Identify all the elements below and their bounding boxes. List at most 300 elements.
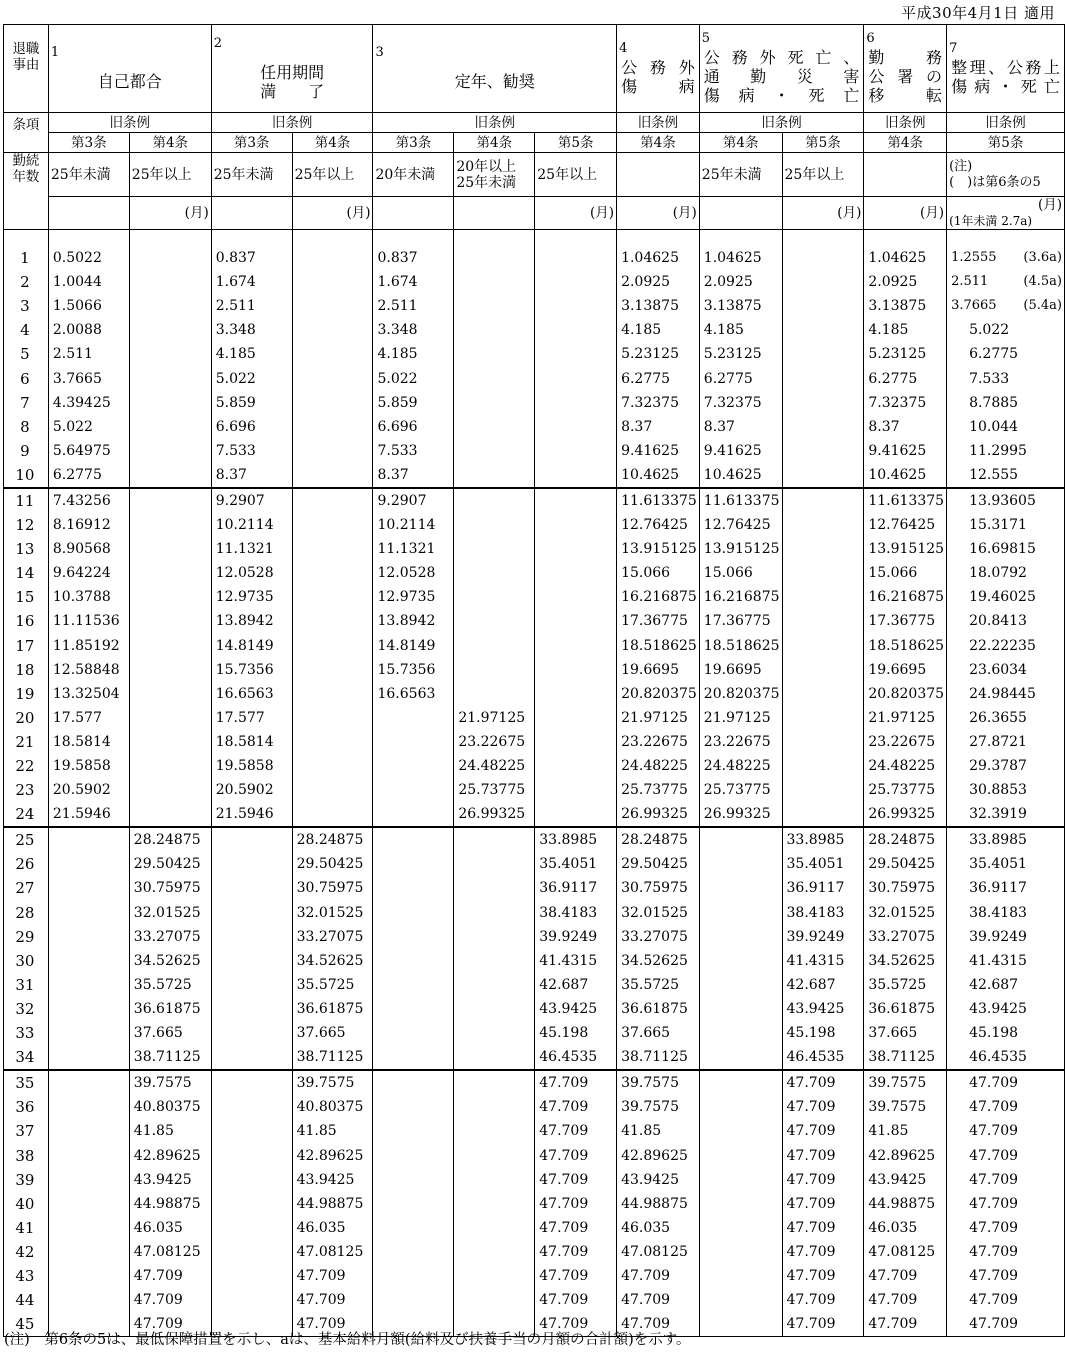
col-3-header: 3 定年、勧奨	[373, 25, 617, 113]
value-cell: 46.4535	[782, 1045, 864, 1070]
col-2-header: 2 任用期間 満 了	[211, 25, 373, 113]
value-cell: 8.7885	[947, 391, 1065, 415]
value-cell: 32.01525	[292, 901, 373, 925]
year-cell: 31	[4, 973, 49, 997]
value-cell: 4.185	[211, 342, 292, 366]
value-cell: 20.5902	[211, 778, 292, 802]
value-cell	[48, 1095, 129, 1119]
value-cell	[454, 658, 535, 682]
value-cell: 34.52625	[864, 949, 947, 973]
value-cell	[535, 342, 617, 366]
year-cell: 19	[4, 682, 49, 706]
value-cell	[48, 1240, 129, 1264]
value-cell	[535, 778, 617, 802]
value-cell	[373, 754, 454, 778]
value-cell: 30.75975	[129, 876, 211, 900]
value-cell: 20.5902	[48, 778, 129, 802]
value-cell: 12.76425	[617, 513, 700, 537]
year-cell: 1	[4, 230, 49, 271]
value-cell	[699, 997, 782, 1021]
value-cell: 11.85192	[48, 634, 129, 658]
table-row	[4, 754, 1065, 778]
value-cell: 11.613375	[699, 488, 782, 513]
value-cell: 3.348	[211, 318, 292, 342]
value-cell: 47.709	[292, 1312, 373, 1337]
value-cell	[454, 973, 535, 997]
value-cell	[535, 439, 617, 463]
value-cell	[211, 1264, 292, 1288]
value-cell	[454, 415, 535, 439]
value-cell	[373, 876, 454, 900]
value-cell: 36.61875	[864, 997, 947, 1021]
value-cell	[699, 901, 782, 925]
value-cell: 43.9425	[782, 997, 864, 1021]
value-cell	[292, 658, 373, 682]
value-cell: 8.37	[373, 463, 454, 488]
value-cell	[373, 1240, 454, 1264]
value-cell	[292, 488, 373, 513]
value-cell: 47.709	[947, 1095, 1065, 1119]
value-cell	[454, 513, 535, 537]
service-range-8	[617, 153, 700, 197]
value-cell: 1.674	[211, 270, 292, 294]
table-row	[4, 1070, 1065, 1095]
table-row	[4, 415, 1065, 439]
value-cell: 4.185	[699, 318, 782, 342]
value-cell: 47.709	[864, 1264, 947, 1288]
value-cell	[535, 366, 617, 390]
value-cell	[373, 973, 454, 997]
value-cell: 43.9425	[535, 997, 617, 1021]
value-cell: 19.6695	[864, 658, 947, 682]
minimum-guarantee: (4.5a)	[1023, 274, 1062, 290]
value-cell	[699, 852, 782, 876]
table-row	[4, 1264, 1065, 1288]
year-cell: 27	[4, 876, 49, 900]
table-row	[4, 1143, 1065, 1167]
value-cell: 26.99325	[864, 802, 947, 827]
year-cell: 24	[4, 802, 49, 827]
value-cell: 5.022	[211, 366, 292, 390]
value-cell	[535, 391, 617, 415]
value-cell	[454, 876, 535, 900]
value-cell	[699, 1288, 782, 1312]
value-cell: 25.73775	[699, 778, 782, 802]
value-cell	[292, 778, 373, 802]
value-cell	[699, 973, 782, 997]
value-cell: 38.4183	[535, 901, 617, 925]
old-ordinance-3: 旧条例	[373, 113, 617, 133]
value-cell	[48, 1192, 129, 1216]
value-cell: 43.9425	[947, 997, 1065, 1021]
value-cell	[454, 294, 535, 318]
value-cell: 7.533	[211, 439, 292, 463]
value-cell: 47.709	[782, 1240, 864, 1264]
value-cell	[292, 391, 373, 415]
value-cell: 10.3788	[48, 585, 129, 609]
year-cell: 17	[4, 634, 49, 658]
value-cell	[782, 585, 864, 609]
value-cell	[454, 1021, 535, 1045]
retirement-allowance-table	[3, 24, 1065, 1337]
value-cell: 45.198	[782, 1021, 864, 1045]
value-cell: 24.48225	[864, 754, 947, 778]
value-cell	[454, 391, 535, 415]
table-row	[4, 1119, 1065, 1143]
year-cell: 29	[4, 925, 49, 949]
value-cell	[454, 1070, 535, 1095]
table-row	[4, 925, 1065, 949]
table-row	[4, 463, 1065, 488]
value-cell	[129, 802, 211, 827]
value-cell: 39.7575	[617, 1095, 700, 1119]
value-cell	[699, 1312, 782, 1337]
value-cell	[782, 318, 864, 342]
value-cell	[454, 997, 535, 1021]
value-cell	[454, 318, 535, 342]
service-range-row	[4, 153, 1065, 197]
value-cell	[292, 439, 373, 463]
unit-cell-9	[699, 197, 782, 230]
value-cell: 39.7575	[864, 1070, 947, 1095]
value-cell: 6.2775	[947, 342, 1065, 366]
value-cell	[699, 827, 782, 852]
year-cell: 3	[4, 294, 49, 318]
value-cell	[782, 270, 864, 294]
value-cell: 2.511	[48, 342, 129, 366]
value-cell: 41.4315	[535, 949, 617, 973]
value-cell: 47.709	[782, 1095, 864, 1119]
value-cell	[535, 513, 617, 537]
value-cell	[535, 294, 617, 318]
value-cell	[292, 513, 373, 537]
value-cell	[129, 682, 211, 706]
unit-cell-10	[782, 197, 864, 230]
value-cell	[211, 1168, 292, 1192]
service-range-line: 25年未満	[456, 174, 517, 191]
year-cell: 6	[4, 366, 49, 390]
value-cell	[373, 1168, 454, 1192]
value-cell	[129, 439, 211, 463]
article-6: 第4条	[454, 133, 535, 153]
value-cell	[535, 706, 617, 730]
value-cell: 15.7356	[211, 658, 292, 682]
value-cell: 9.64224	[48, 561, 129, 585]
value-cell: 26.99325	[699, 802, 782, 827]
unit-label: (月)	[346, 205, 371, 221]
value-cell	[535, 730, 617, 754]
value-cell: 33.8985	[782, 827, 864, 852]
value-cell: 5.022	[48, 415, 129, 439]
value-cell	[535, 585, 617, 609]
value-cell: 3.13875	[864, 294, 947, 318]
value-cell	[129, 318, 211, 342]
value-cell	[782, 391, 864, 415]
value-cell	[373, 1021, 454, 1045]
value-cell: 27.8721	[947, 730, 1065, 754]
service-range-10: 25年以上	[782, 153, 864, 197]
year-cell: 5	[4, 342, 49, 366]
year-cell: 13	[4, 537, 49, 561]
value-cell: 30.75975	[617, 876, 700, 900]
year-cell: 44	[4, 1288, 49, 1312]
value-cell: 5.022	[947, 318, 1065, 342]
table-row	[4, 682, 1065, 706]
value-cell: 17.36775	[617, 609, 700, 633]
value-cell	[454, 852, 535, 876]
value-cell: 29.50425	[129, 852, 211, 876]
year-cell: 32	[4, 997, 49, 1021]
value-cell	[373, 1216, 454, 1240]
value-cell: 4.39425	[48, 391, 129, 415]
value-cell: 3.13875	[617, 294, 700, 318]
value-cell: 24.48225	[617, 754, 700, 778]
service-range-7: 25年以上	[535, 153, 617, 197]
value-cell	[373, 997, 454, 1021]
year-cell: 41	[4, 1216, 49, 1240]
value-cell	[782, 230, 864, 271]
value-cell: 10.4625	[617, 463, 700, 488]
table-row	[4, 852, 1065, 876]
table-row	[4, 997, 1065, 1021]
value-cell	[48, 1143, 129, 1167]
value-cell: 33.27075	[617, 925, 700, 949]
value-cell: 38.4183	[947, 901, 1065, 925]
value-cell	[211, 1021, 292, 1045]
value-cell	[292, 537, 373, 561]
value-cell	[699, 925, 782, 949]
value-cell	[129, 270, 211, 294]
value-cell	[129, 342, 211, 366]
value-cell	[535, 754, 617, 778]
value-cell: 8.37	[211, 463, 292, 488]
value-cell: 44.98875	[129, 1192, 211, 1216]
table-row	[4, 658, 1065, 682]
value-cell: 36.9117	[535, 876, 617, 900]
value-cell: 8.90568	[48, 537, 129, 561]
year-cell: 9	[4, 439, 49, 463]
value-cell	[48, 949, 129, 973]
table-row	[4, 1168, 1065, 1192]
value-cell	[454, 270, 535, 294]
value-cell: 35.4051	[782, 852, 864, 876]
value-cell	[211, 1045, 292, 1070]
value-cell: 47.709	[617, 1264, 700, 1288]
value-cell: 4.185	[864, 318, 947, 342]
value-cell: 47.709	[535, 1168, 617, 1192]
value-cell	[782, 415, 864, 439]
value-cell	[48, 925, 129, 949]
value-cell	[782, 561, 864, 585]
value-cell: 47.709	[129, 1288, 211, 1312]
value-cell	[48, 1264, 129, 1288]
value-cell	[48, 876, 129, 900]
table-row	[4, 1288, 1065, 1312]
value-cell	[211, 1070, 292, 1095]
article-3: 第3条	[211, 133, 292, 153]
value-cell: 39.9249	[947, 925, 1065, 949]
value-cell: 47.709	[864, 1312, 947, 1337]
value-cell	[699, 1264, 782, 1288]
unit-cell-5	[373, 197, 454, 230]
value-cell: 43.9425	[617, 1168, 700, 1192]
value-cell: 15.066	[617, 561, 700, 585]
value-cell: 32.01525	[617, 901, 700, 925]
value-cell: 3.7665	[48, 366, 129, 390]
value-cell: 25.73775	[617, 778, 700, 802]
value-cell	[129, 391, 211, 415]
value-cell	[454, 230, 535, 271]
value-cell: 6.696	[373, 415, 454, 439]
value-cell: 20.820375	[617, 682, 700, 706]
table-row	[4, 488, 1065, 513]
value-cell: 8.37	[864, 415, 947, 439]
value-cell: 47.709	[947, 1143, 1065, 1167]
table-row	[4, 1192, 1065, 1216]
value-cell	[699, 1240, 782, 1264]
value-cell: 18.518625	[617, 634, 700, 658]
value-cell	[454, 366, 535, 390]
table-row	[4, 706, 1065, 730]
value-cell	[373, 1264, 454, 1288]
value-cell: 16.216875	[699, 585, 782, 609]
value-cell	[373, 802, 454, 827]
value-cell: 5.23125	[699, 342, 782, 366]
value-cell	[454, 1143, 535, 1167]
value-cell: 14.8149	[211, 634, 292, 658]
value-cell: 20.820375	[864, 682, 947, 706]
value-cell: 12.76425	[864, 513, 947, 537]
year-cell: 34	[4, 1045, 49, 1070]
value-cell	[373, 949, 454, 973]
value-cell	[129, 294, 211, 318]
value-cell	[454, 585, 535, 609]
year-cell: 8	[4, 415, 49, 439]
col-6-header: 6 勤務 公署の 移転	[864, 25, 947, 113]
value-cell	[699, 1216, 782, 1240]
value-cell: 47.709	[535, 1216, 617, 1240]
value-cell: 47.709	[292, 1288, 373, 1312]
value-cell: 47.709	[947, 1240, 1065, 1264]
value-cell	[211, 1240, 292, 1264]
value-cell: 44.98875	[292, 1192, 373, 1216]
year-cell: 30	[4, 949, 49, 973]
value-cell: 1.0044	[48, 270, 129, 294]
value-cell	[782, 634, 864, 658]
value-cell	[129, 537, 211, 561]
value-cell: 47.709	[782, 1070, 864, 1095]
table-row	[4, 342, 1065, 366]
value-cell: 23.22675	[617, 730, 700, 754]
value-cell: 47.709	[947, 1288, 1065, 1312]
year-cell: 4	[4, 318, 49, 342]
value-cell	[129, 366, 211, 390]
value-cell: 7.32375	[864, 391, 947, 415]
value-cell	[699, 1168, 782, 1192]
value-cell: 47.709	[535, 1070, 617, 1095]
year-cell: 20	[4, 706, 49, 730]
article-10: 第5条	[782, 133, 864, 153]
value-cell: 38.71125	[292, 1045, 373, 1070]
value-cell	[782, 342, 864, 366]
minimum-guarantee: (3.6a)	[1023, 250, 1062, 266]
value-cell	[454, 925, 535, 949]
article-5: 第3条	[373, 133, 454, 153]
value-cell: 21.97125	[454, 706, 535, 730]
table-row	[4, 1021, 1065, 1045]
table-row	[4, 1095, 1065, 1119]
value-cell	[292, 634, 373, 658]
article-label: 条項	[4, 113, 49, 153]
value-cell: 42.89625	[617, 1143, 700, 1167]
unit-label: (月)	[837, 205, 862, 221]
col7-note: (1年未満 2.7a)	[949, 214, 1033, 228]
value-cell: 14.8149	[373, 634, 454, 658]
value-cell: 47.08125	[864, 1240, 947, 1264]
value-cell: 29.50425	[292, 852, 373, 876]
value-cell	[454, 439, 535, 463]
value-cell: 0.5022	[48, 230, 129, 271]
value-cell: 12.9735	[211, 585, 292, 609]
year-cell: 2	[4, 270, 49, 294]
table-row	[4, 827, 1065, 852]
year-cell: 7	[4, 391, 49, 415]
value-cell: 5.022	[373, 366, 454, 390]
value-cell: 46.035	[864, 1216, 947, 1240]
value-cell	[129, 488, 211, 513]
value-cell: 47.709	[129, 1264, 211, 1288]
value-cell: 30.75975	[864, 876, 947, 900]
value-cell: 12.9735	[373, 585, 454, 609]
value-text: 1.2555	[951, 250, 997, 266]
service-range-4: 25年以上	[292, 153, 373, 197]
value-cell	[129, 658, 211, 682]
value-cell: 11.613375	[617, 488, 700, 513]
unit-cell-4	[292, 197, 373, 230]
article-12: 第5条	[947, 133, 1065, 153]
value-cell: 47.709	[535, 1240, 617, 1264]
year-cell: 11	[4, 488, 49, 513]
value-cell	[211, 949, 292, 973]
value-cell: 36.61875	[292, 997, 373, 1021]
minimum-guarantee: (5.4a)	[1023, 298, 1062, 314]
table-row	[4, 391, 1065, 415]
value-cell: 46.4535	[535, 1045, 617, 1070]
value-cell: 5.64975	[48, 439, 129, 463]
value-cell: 4.185	[617, 318, 700, 342]
value-cell: 28.24875	[129, 827, 211, 852]
value-cell: 15.7356	[373, 658, 454, 682]
value-cell: 16.216875	[617, 585, 700, 609]
value-cell: 15.066	[699, 561, 782, 585]
year-cell: 12	[4, 513, 49, 537]
value-cell: 42.89625	[292, 1143, 373, 1167]
value-cell: 10.2114	[211, 513, 292, 537]
value-cell: 1.04625	[864, 230, 947, 271]
value-cell: 35.5725	[864, 973, 947, 997]
value-cell	[373, 1143, 454, 1167]
unit-cell-3	[211, 197, 292, 230]
unit-cell-11	[864, 197, 947, 230]
article-9: 第4条	[699, 133, 782, 153]
value-text: 3.7665	[951, 298, 997, 314]
service-range-11	[864, 153, 947, 197]
value-cell: 47.709	[782, 1288, 864, 1312]
value-cell: 43.9425	[864, 1168, 947, 1192]
value-cell: 1.04625	[699, 230, 782, 271]
value-cell: 9.41625	[699, 439, 782, 463]
value-cell	[535, 463, 617, 488]
